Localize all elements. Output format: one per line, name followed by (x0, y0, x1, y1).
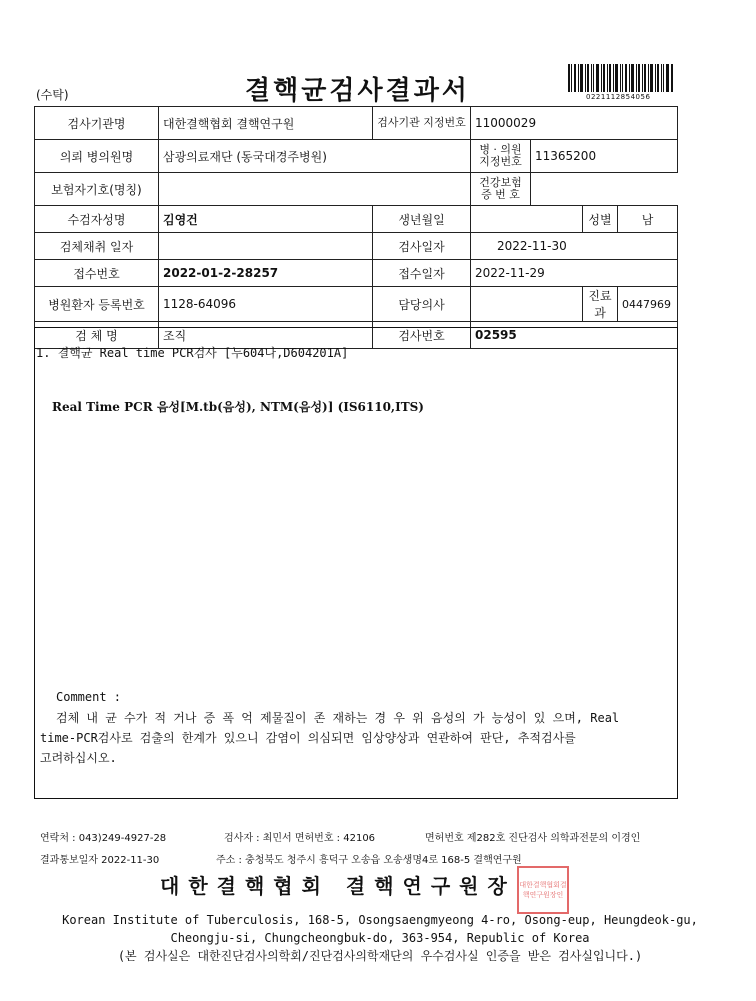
result-line: Real Time PCR 음성[M.tb(음성), NTM(음성)] (IS6110,ITS) (52, 400, 424, 414)
patient-label: 수검자성명 (35, 206, 159, 233)
inspector: 검사자 : 최민서 면허번호 : 42106 (224, 833, 376, 844)
health-ins-label: 건강보험 증 번 호 (471, 173, 531, 206)
test-date-label: 검사일자 (373, 233, 471, 260)
institution-label: 검사기관명 (35, 107, 159, 140)
accession-label: 접수번호 (35, 260, 159, 287)
collect-label: 검체채취 일자 (35, 233, 159, 260)
patient-value: 김영건 (159, 206, 373, 233)
hosp-code-value: 11365200 (531, 140, 678, 173)
doctor-value (471, 287, 583, 322)
comment-line-3: 고려하십시오. (40, 751, 117, 765)
doctor-label: 담당의사 (373, 287, 471, 322)
document-title: 결핵균검사결과서 (245, 76, 470, 106)
official-seal: 대한결핵협회결핵연구원장인 (517, 866, 569, 914)
receipt-label: 접수일자 (373, 260, 471, 287)
hosp-code-label: 병 · 의원 지정번호 (471, 140, 531, 173)
address-en-line-1: Korean Institute of Tuberculosis, 168-5, Osongsaengmyeong 4-ro, Osong-eup, Heungdeok-gu, (62, 913, 698, 927)
inst-code-label: 검사기관 지정번호 (373, 107, 471, 140)
specimen-value: 조직 (159, 322, 373, 349)
contact: 연락처 : 043)249-4927-28 (40, 833, 167, 844)
certification-note: (본 검사실은 대한진단검사의학회/진단검사의학재단의 우수검사실 인증을 받은 검사실입니다.) (117, 949, 643, 963)
birth-value (471, 206, 583, 233)
address-en-line-2: Cheongju-si, Chungcheongbuk-do, 363-954, Republic of Korea (170, 931, 590, 945)
address-ko: 주소 : 충청북도 청주시 흥덕구 오송읍 오송생명4로 168-5 결핵연구원 (216, 855, 522, 866)
specimen-label: 검 체 명 (35, 322, 159, 349)
barcode-icon (568, 64, 674, 92)
requester-label: 의뢰 병의원명 (35, 140, 159, 173)
address-en (40, 911, 720, 947)
inst-code-value: 11000029 (471, 107, 678, 140)
reg-label: 병원환자 등록번호 (35, 287, 159, 322)
dept-label: 진료과 (583, 287, 618, 322)
comment-text (40, 708, 660, 768)
accession-value: 2022-01-2-28257 (159, 260, 373, 287)
comment-label: Comment : (56, 690, 122, 704)
test-no-label: 검사번호 (373, 322, 471, 349)
dept-value: 0447969 (618, 287, 678, 322)
barcode-number: 0221112854056 (586, 93, 651, 101)
reg-value: 1128-64096 (159, 287, 373, 322)
notice-date: 결과통보일자 2022-11-30 (40, 855, 160, 866)
specialist: 면허번호 제282호 진단검사 의학과전문의 이경인 (425, 833, 641, 844)
comment-line-1: 검체 내 균 수가 적 거나 증 폭 억 제물질이 존 재하는 경 우 위 음성의 가 능성이 있 으며, Real (56, 711, 620, 725)
requester-value: 삼광의료재단 (동국대경주병원) (159, 140, 471, 173)
copy-tag: (수탁) (36, 88, 69, 102)
institution-value: 대한결핵협회 결핵연구원 (159, 107, 373, 140)
sex-label: 성별 (583, 206, 618, 233)
birth-label: 생년월일 (373, 206, 471, 233)
insurance-value (159, 173, 471, 206)
org-name: 대한결핵협회 결핵연구원장 (160, 874, 516, 898)
sex-value: 남 (618, 206, 678, 233)
insurance-label: 보험자기호(명칭) (35, 173, 159, 206)
health-ins-value (531, 173, 678, 206)
comment-line-2: time-PCR검사로 검출의 한계가 있으니 감염이 의심되면 임상양상과 연관하여 판단, 추적검사를 (40, 731, 576, 745)
info-table (34, 106, 678, 349)
receipt-value: 2022-11-29 (471, 260, 678, 287)
test-no-value: 02595 (471, 322, 678, 349)
test-name: 1. 결핵균 Real time PCR검사 [누604나,D604201A] (36, 346, 349, 360)
collect-value (159, 233, 373, 260)
test-date-value: 2022-11-30 (471, 233, 678, 260)
